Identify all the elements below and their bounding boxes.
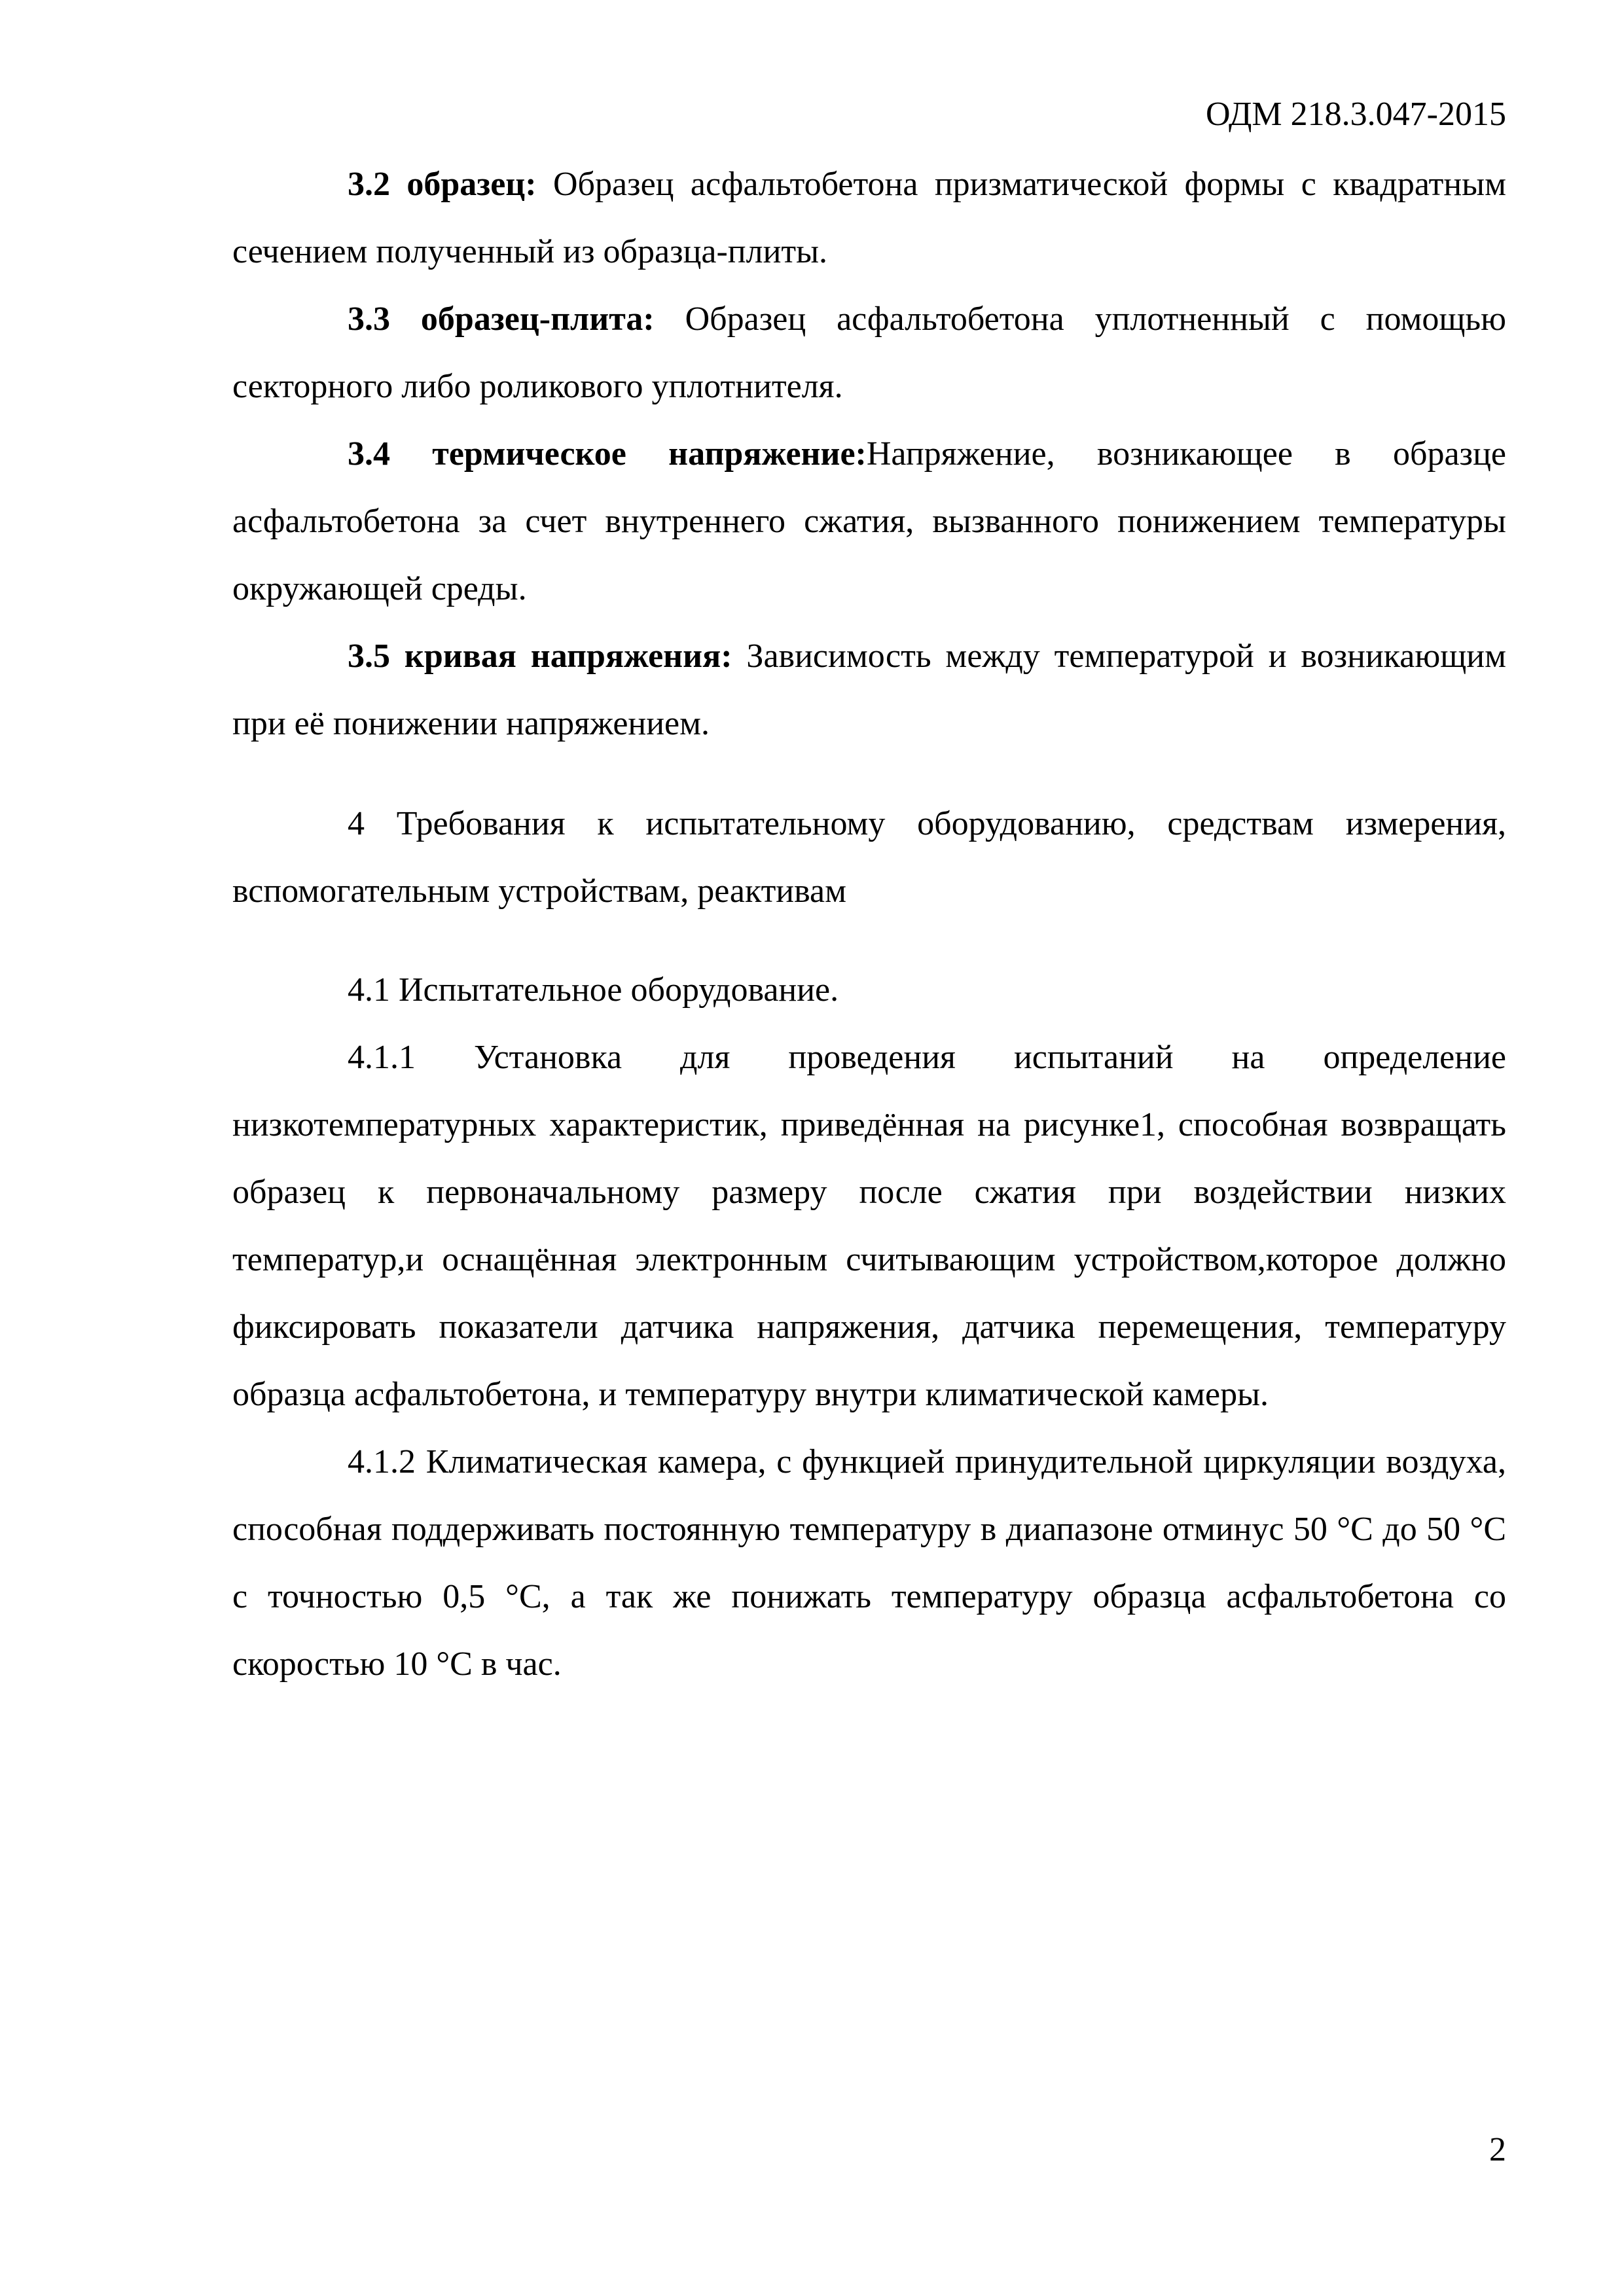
term-3-5: 3.5 кривая напряжения:	[348, 637, 732, 675]
definition-3-2	[232, 151, 1506, 285]
page-number: 2	[1489, 2131, 1506, 2168]
paragraph-4-1-2: 4.1.2 Климатическая камера, с функцией принудительной циркуляции воздуха, способная поддерживать постоянную температуру в диапазоне отминус 50 °С до 50 °С с точностью 0,5 °С, а так же понижать температуру образца асфальтобетона со скоростью 10 °С в час.	[232, 1443, 1506, 1683]
definition-3-3-text: Образец асфальтобетона уплотненный с помощью секторного либо роликового уплотнителя.	[232, 300, 1506, 405]
term-3-3: 3.3 образец-плита:	[348, 300, 655, 338]
definition-3-4-text: Напряжение, возникающее в образце асфальтобетона за счет внутреннего сжатия, вызванного понижением температуры окружающей среды.	[232, 435, 1506, 607]
definition-3-4	[232, 420, 1506, 622]
term-3-2: 3.2 образец:	[348, 166, 537, 203]
paragraph-4-1-1: 4.1.1 Установка для проведения испытаний на определение низкотемпературных характеристик, приведённая на рисунке1, способная возвращать образец к первоначальному размеру после сжатия при воздействии низких температур,и оснащённая электронным считывающим устройством,которое должно фиксировать показатели датчика напряжения, датчика перемещения, температуру образца асфальтобетона, и температуру внутри климатической камеры.	[232, 1039, 1506, 1413]
definition-3-5	[232, 622, 1506, 757]
section-4-heading: 4 Требования к испытательному оборудованию, средствам измерения, вспомогательным устройствам, реактивам	[232, 805, 1506, 910]
term-3-4: 3.4 термическое напряжение:	[348, 435, 867, 473]
definition-3-5-text: Зависимость между температурой и возникающим при её понижении напряжением.	[232, 637, 1506, 742]
paragraph-4-1: 4.1 Испытательное оборудование.	[348, 971, 839, 1009]
definition-3-3	[232, 285, 1506, 420]
definition-3-2-text: Образец асфальтобетона призматической формы с квадратным сечением полученный из образца-плиты.	[232, 166, 1506, 270]
page-body	[232, 151, 1506, 1698]
document-code: ОДМ 218.3.047-2015	[1206, 96, 1506, 133]
